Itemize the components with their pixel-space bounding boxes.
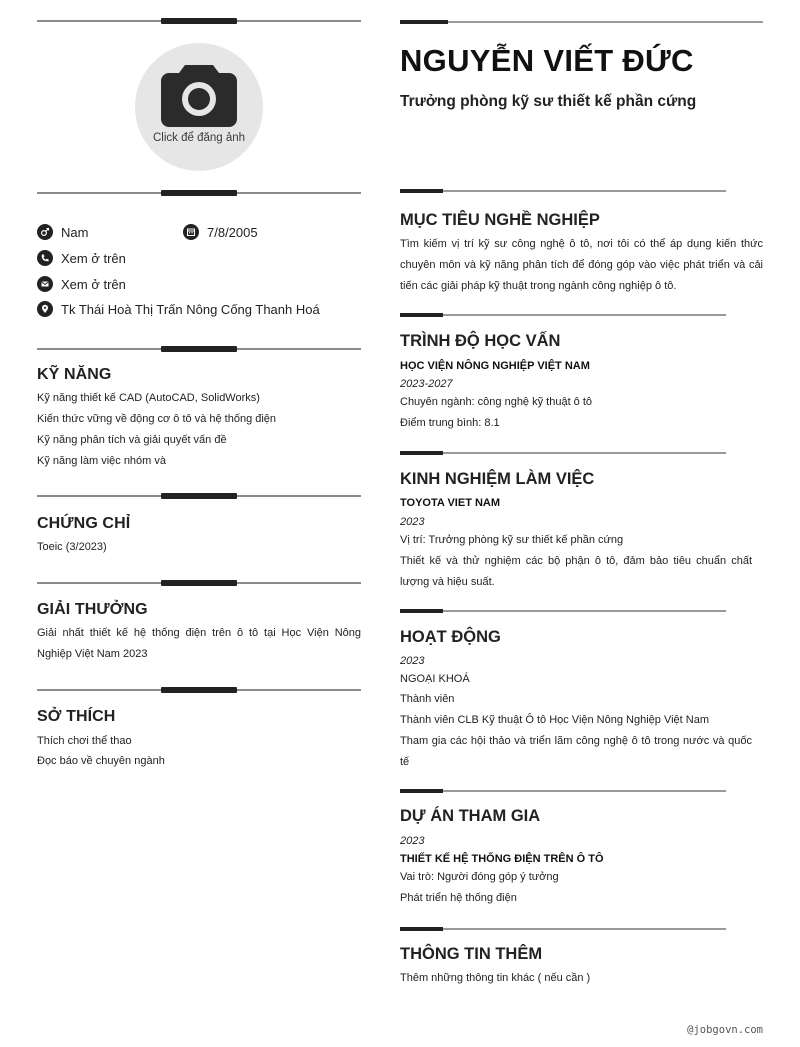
separator bbox=[37, 580, 361, 586]
education-heading: TRÌNH ĐỘ HỌC VẤN bbox=[400, 332, 561, 350]
education-period: 2023-2027 bbox=[400, 378, 453, 390]
separator bbox=[400, 20, 763, 24]
hobby-item: Đọc báo về chuyên ngành bbox=[37, 755, 165, 767]
separator bbox=[37, 687, 361, 693]
email-value: Xem ở trên bbox=[61, 276, 126, 292]
project-name: THIẾT KẾ HỆ THỐNG ĐIỆN TRÊN Ô TÔ bbox=[400, 853, 604, 865]
gender-value: Nam bbox=[61, 224, 89, 240]
dob-row bbox=[183, 223, 258, 241]
watermark: @jobgovn.com bbox=[687, 1024, 763, 1036]
project-description: Phát triển hệ thống điện bbox=[400, 892, 517, 904]
phone-icon bbox=[37, 250, 53, 266]
address-row bbox=[37, 300, 320, 318]
separator bbox=[400, 313, 726, 317]
activities-heading: HOẠT ĐỘNG bbox=[400, 628, 501, 646]
extra-heading: THÔNG TIN THÊM bbox=[400, 945, 543, 963]
avatar-upload[interactable] bbox=[135, 43, 263, 171]
skills-heading: KỸ NĂNG bbox=[37, 366, 112, 383]
avatar-caption: Click để đăng ảnh bbox=[152, 132, 246, 144]
experience-period: 2023 bbox=[400, 516, 425, 528]
separator bbox=[37, 18, 361, 24]
gender-icon bbox=[37, 224, 53, 240]
separator bbox=[400, 451, 726, 455]
gender-row bbox=[37, 223, 88, 241]
candidate-title: Trưởng phòng kỹ sư thiết kế phần cứng bbox=[400, 93, 697, 110]
calendar-icon bbox=[183, 224, 199, 240]
projects-heading: DỰ ÁN THAM GIA bbox=[400, 807, 541, 825]
education-gpa: Điểm trung bình: 8.1 bbox=[400, 417, 500, 429]
activities-role: Thành viên bbox=[400, 693, 455, 705]
awards-text: Giải nhất thiết kế hệ thống điện trên ô tô tại Học Viện Nông Nghiệp Việt Nam 2023 bbox=[37, 627, 361, 660]
project-role: Vai trò: Người đóng góp ý tưởng bbox=[400, 871, 559, 883]
extra-text: Thêm những thông tin khác ( nếu cần ) bbox=[400, 972, 591, 984]
skill-item: Kiến thức vững về động cơ ô tô và hệ thống điện bbox=[37, 413, 277, 425]
activities-period: 2023 bbox=[400, 655, 425, 667]
activities-line: Tham gia các hội thảo và triển lãm công nghệ ô tô trong nước và quốc tế bbox=[400, 735, 752, 768]
separator bbox=[37, 493, 361, 499]
separator bbox=[400, 609, 726, 613]
dob-value: 7/8/2005 bbox=[207, 224, 258, 240]
awards-heading: GIẢI THƯỞNG bbox=[37, 601, 148, 618]
project-period: 2023 bbox=[400, 835, 425, 847]
education-school: HỌC VIỆN NÔNG NGHIỆP VIỆT NAM bbox=[400, 360, 590, 372]
email-icon bbox=[37, 276, 53, 292]
separator bbox=[37, 346, 361, 352]
separator bbox=[400, 927, 726, 931]
hobbies-heading: SỞ THÍCH bbox=[37, 708, 116, 725]
camera-icon bbox=[161, 61, 237, 127]
experience-position: Vị trí: Trưởng phòng kỹ sư thiết kế phần cứng bbox=[400, 534, 624, 546]
location-pin-icon bbox=[37, 301, 53, 317]
phone-row bbox=[37, 249, 126, 267]
certificate-item: Toeic (3/2023) bbox=[37, 541, 107, 553]
hobby-item: Thích chơi thể thao bbox=[37, 735, 132, 747]
phone-value: Xem ở trên bbox=[61, 250, 126, 266]
candidate-name: NGUYỄN VIẾT ĐỨC bbox=[400, 43, 694, 78]
separator bbox=[400, 189, 726, 193]
experience-description: Thiết kế và thử nghiệm các bộ phận ô tô, đảm bảo tiêu chuẩn chất lượng và hiệu suất. bbox=[400, 555, 752, 588]
skill-item: Kỹ năng thiết kế CAD (AutoCAD, SolidWorks) bbox=[37, 392, 260, 404]
experience-company: TOYOTA VIET NAM bbox=[400, 497, 501, 509]
activities-org: NGOẠI KHOÁ bbox=[400, 673, 470, 685]
separator bbox=[37, 190, 361, 196]
education-major: Chuyên ngành: công nghệ kỹ thuật ô tô bbox=[400, 396, 593, 408]
separator bbox=[400, 789, 726, 793]
skill-item: Kỹ năng phân tích và giải quyết vấn đề bbox=[37, 434, 227, 446]
objective-text: Tìm kiếm vị trí kỹ sư công nghệ ô tô, nơi tôi có thể áp dụng kiến thức chuyên môn và kỹ năng phân tích để đóng góp vào việc phát triển và cải tiến các giải pháp kỹ thuật trong ngành công nghiệp ô tô. bbox=[400, 238, 763, 292]
activities-line: Thành viên CLB Kỹ thuật Ô tô Học Viện Nông Nghiệp Việt Nam bbox=[400, 714, 709, 726]
objective-heading: MỤC TIÊU NGHỀ NGHIỆP bbox=[400, 211, 600, 229]
address-value: Tk Thái Hoà Thị Trấn Nông Cống Thanh Hoá bbox=[61, 301, 320, 317]
experience-heading: KINH NGHIỆM LÀM VIỆC bbox=[400, 470, 595, 488]
skill-item: Kỹ năng làm việc nhóm và bbox=[37, 455, 167, 467]
certificates-heading: CHỨNG CHỈ bbox=[37, 515, 131, 532]
email-row bbox=[37, 275, 126, 293]
